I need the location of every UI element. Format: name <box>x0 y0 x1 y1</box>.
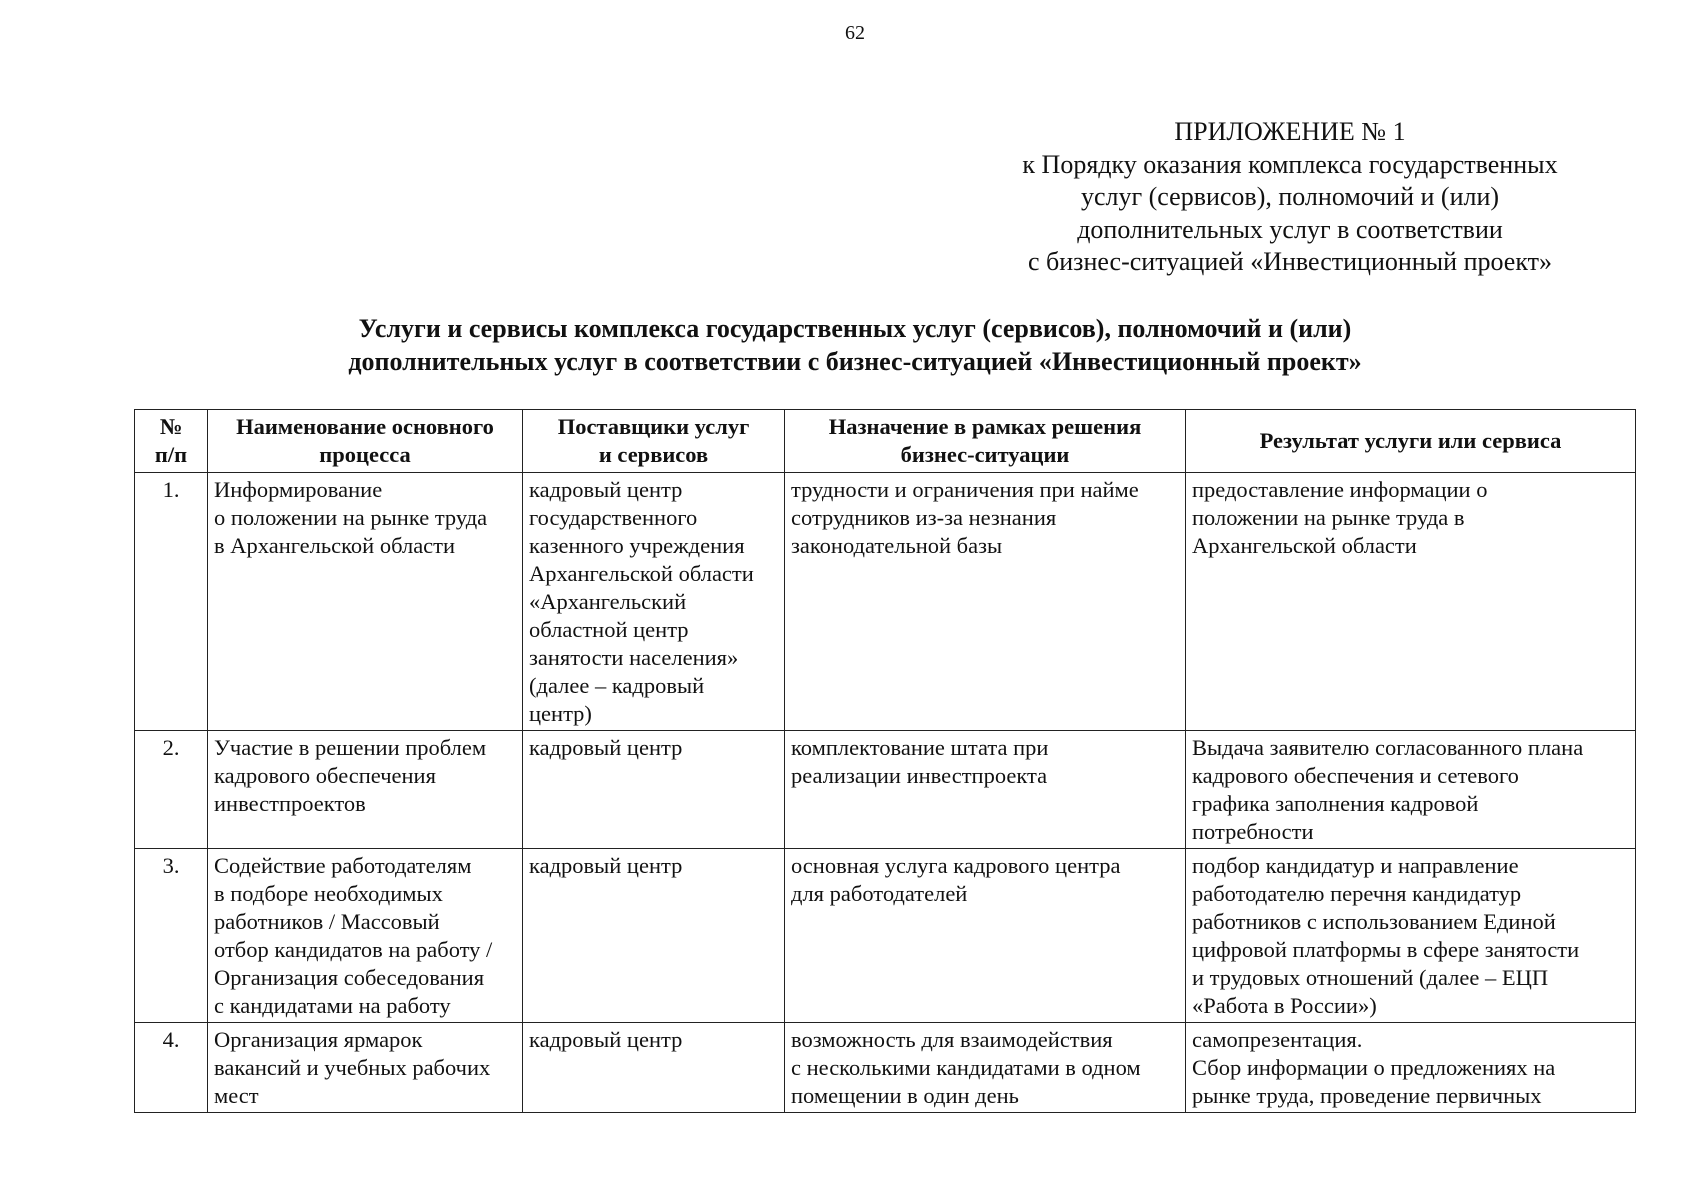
cell-line: цифровой платформы в сфере занятости <box>1192 937 1580 962</box>
title-line: Услуги и сервисы комплекса государственных услуг (сервисов), полномочий и (или) <box>358 314 1352 343</box>
cell-line: с несколькими кандидатами в одном <box>791 1055 1141 1080</box>
appendix-line: дополнительных услуг в соответствии <box>1077 214 1503 244</box>
header-text: Поставщики услуг <box>557 414 750 439</box>
cell-line: с кандидатами на работу <box>214 993 451 1018</box>
cell-process <box>208 473 523 731</box>
cell-providers <box>523 849 785 1023</box>
cell-line: (далее – кадровый <box>529 673 705 698</box>
table-row <box>135 731 1636 849</box>
cell-line: предоставление информации о <box>1192 477 1488 502</box>
appendix-line: с бизнес-ситуацией «Инвестиционный проект» <box>1028 247 1552 276</box>
cell-line: реализации инвестпроекта <box>791 763 1048 788</box>
cell-line: отбор кандидатов на работу / <box>214 937 493 962</box>
cell-line: положении на рынке труда в <box>1192 505 1465 530</box>
cell-line: кадрового обеспечения и сетевого <box>1192 763 1519 788</box>
cell-line: кадрового обеспечения <box>214 763 436 788</box>
cell-line: помещении в один день <box>791 1083 1019 1108</box>
cell-line: кадровый центр <box>529 477 683 502</box>
cell-line: «Работа в России») <box>1192 993 1377 1018</box>
cell-num: 3. <box>135 849 208 1023</box>
cell-line: для работодателей <box>791 881 968 906</box>
cell-line: основная услуга кадрового центра <box>791 853 1121 878</box>
cell-line: трудности и ограничения при найме <box>791 477 1139 502</box>
document-title <box>200 312 1510 378</box>
cell-line: Архангельской области <box>529 561 754 586</box>
cell-purpose <box>785 731 1186 849</box>
header-text: Назначение в рамках решения <box>828 414 1142 439</box>
cell-line: графика заполнения кадровой <box>1192 791 1479 816</box>
cell-line: в Архангельской области <box>214 533 456 558</box>
cell-line: подбор кандидатур и направление <box>1192 853 1519 878</box>
cell-line: Организация собеседования <box>214 965 485 990</box>
cell-result <box>1186 731 1636 849</box>
appendix-line: к Порядку оказания комплекса государственных <box>1022 149 1558 179</box>
header-text: Наименование основного <box>236 414 494 439</box>
header-result <box>1186 410 1636 473</box>
cell-line: Информирование <box>214 477 383 502</box>
cell-purpose <box>785 1023 1186 1113</box>
header-text: и сервисов <box>598 442 709 467</box>
cell-line: законодательной базы <box>791 533 1003 558</box>
cell-line: мест <box>214 1083 259 1108</box>
header-text: № <box>159 414 183 439</box>
cell-line: кадровый центр <box>529 1027 683 1052</box>
cell-line: работников / Массовый <box>214 909 440 934</box>
cell-line: рынке труда, проведение первичных <box>1192 1083 1542 1108</box>
table-header-row <box>135 410 1636 473</box>
cell-line: центр) <box>529 701 592 726</box>
cell-providers <box>523 473 785 731</box>
table-row <box>135 1023 1636 1113</box>
title-line: дополнительных услуг в соответствии с бизнес-ситуацией «Инвестиционный проект» <box>348 347 1362 376</box>
cell-line: занятости населения» <box>529 645 739 670</box>
header-text: Результат услуги или сервиса <box>1259 428 1562 453</box>
cell-providers <box>523 1023 785 1113</box>
cell-process <box>208 1023 523 1113</box>
header-num <box>135 410 208 473</box>
appendix-block <box>980 116 1600 279</box>
page-number: 62 <box>845 22 865 44</box>
cell-line: кадровый центр <box>529 735 683 760</box>
cell-num: 4. <box>135 1023 208 1113</box>
cell-line: «Архангельский <box>529 589 687 614</box>
cell-line: вакансий и учебных рабочих <box>214 1055 491 1080</box>
cell-line: казенного учреждения <box>529 533 745 558</box>
cell-line: возможность для взаимодействия <box>791 1027 1113 1052</box>
cell-result <box>1186 473 1636 731</box>
appendix-line: ПРИЛОЖЕНИЕ № 1 <box>1174 117 1406 146</box>
header-text: п/п <box>154 442 188 467</box>
cell-num: 1. <box>135 473 208 731</box>
cell-line: Выдача заявителю согласованного плана <box>1192 735 1584 760</box>
cell-providers <box>523 731 785 849</box>
cell-line: Участие в решении проблем <box>214 735 487 760</box>
cell-process <box>208 849 523 1023</box>
cell-purpose <box>785 473 1186 731</box>
cell-line: Архангельской области <box>1192 533 1417 558</box>
header-text: процесса <box>319 442 411 467</box>
services-table <box>134 409 1636 1113</box>
cell-line: потребности <box>1192 819 1314 844</box>
header-text: бизнес-ситуации <box>900 442 1070 467</box>
cell-num: 2. <box>135 731 208 849</box>
cell-line: инвестпроектов <box>214 791 366 816</box>
cell-line: в подборе необходимых <box>214 881 443 906</box>
table-row <box>135 849 1636 1023</box>
table-row <box>135 473 1636 731</box>
cell-line: Сбор информации о предложениях на <box>1192 1055 1556 1080</box>
header-providers <box>523 410 785 473</box>
cell-line: областной центр <box>529 617 689 642</box>
cell-line: о положении на рынке труда <box>214 505 488 530</box>
cell-line: Организация ярмарок <box>214 1027 423 1052</box>
cell-line: Содействие работодателям <box>214 853 472 878</box>
cell-result <box>1186 1023 1636 1113</box>
cell-process <box>208 731 523 849</box>
cell-line: работодателю перечня кандидатур <box>1192 881 1522 906</box>
cell-line: работников с использованием Единой <box>1192 909 1556 934</box>
cell-line: кадровый центр <box>529 853 683 878</box>
cell-line: комплектование штата при <box>791 735 1049 760</box>
cell-result <box>1186 849 1636 1023</box>
cell-line: государственного <box>529 505 698 530</box>
header-purpose <box>785 410 1186 473</box>
cell-line: и трудовых отношений (далее – ЕЦП <box>1192 965 1549 990</box>
cell-purpose <box>785 849 1186 1023</box>
table-body <box>135 473 1636 1113</box>
header-process <box>208 410 523 473</box>
cell-line: сотрудников из-за незнания <box>791 505 1057 530</box>
cell-line: самопрезентация. <box>1192 1027 1363 1052</box>
appendix-line: услуг (сервисов), полномочий и (или) <box>1080 182 1500 211</box>
